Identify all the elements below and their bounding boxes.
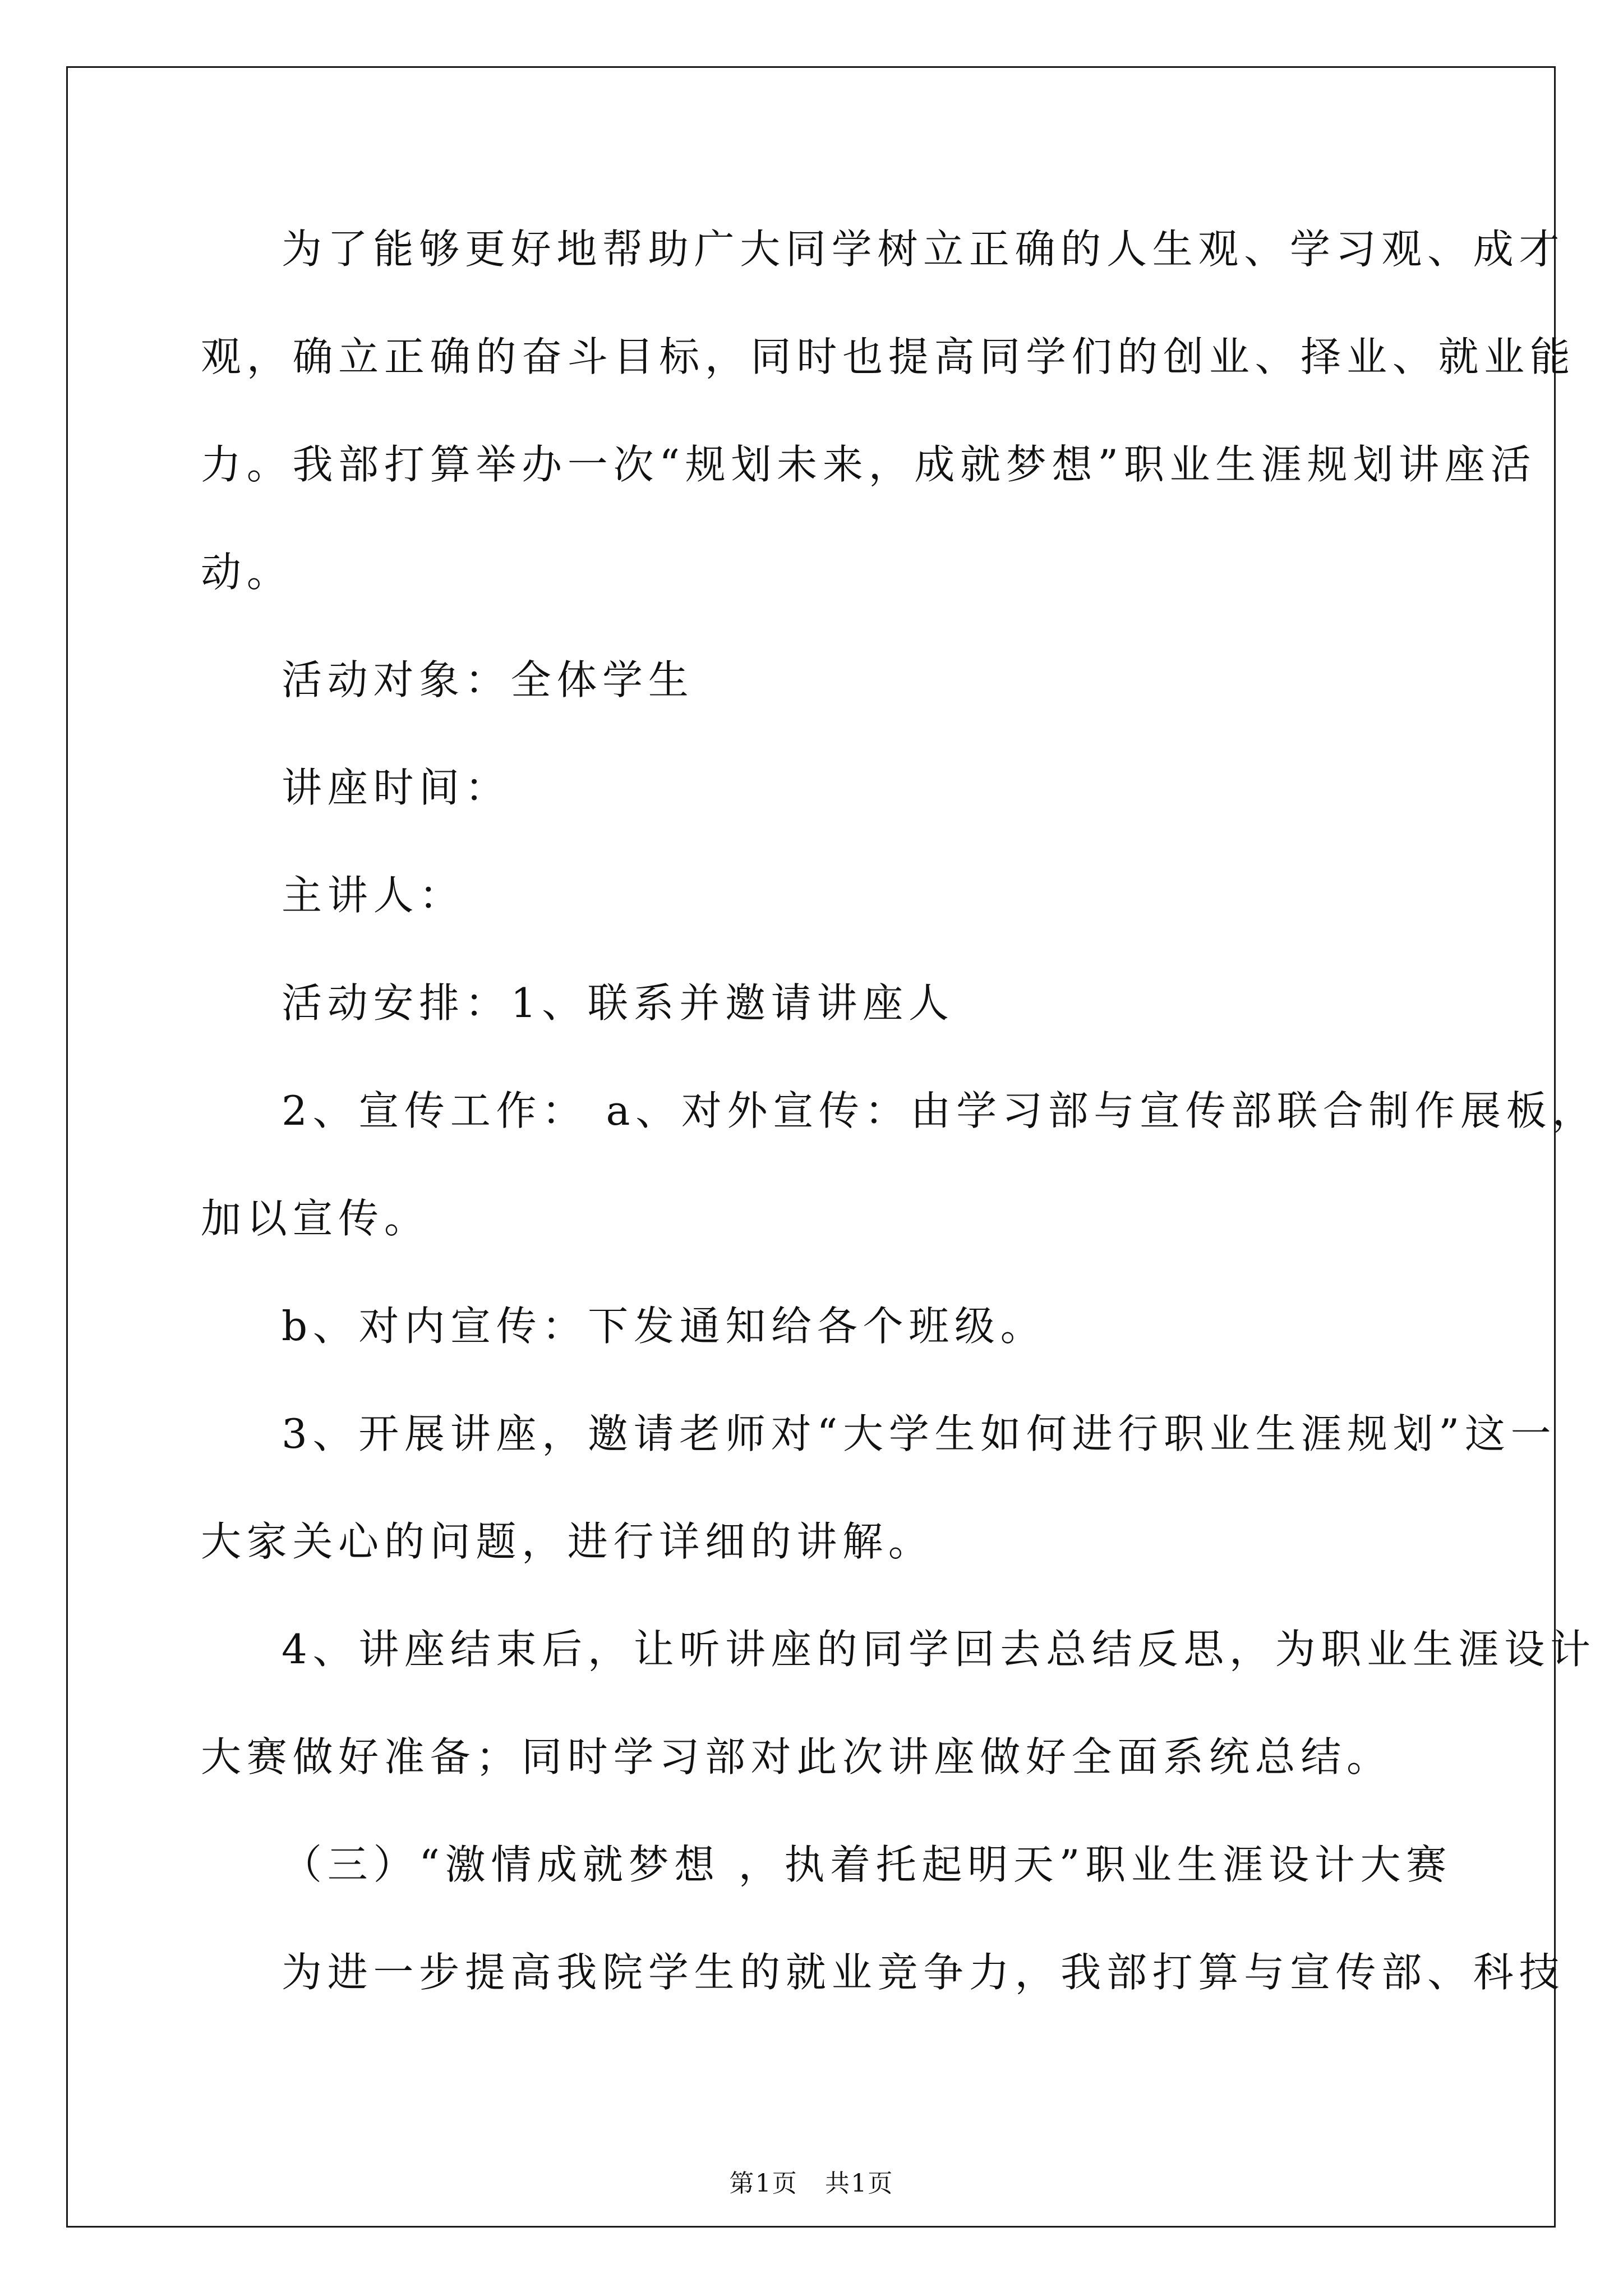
paragraph-line: 3、开展讲座，邀请老师对“大学生如何进行职业生涯规划”这一 bbox=[282, 1410, 1557, 1457]
paragraph-line: 力。我部打算举办一次“规划未来，成就梦想”职业生涯规划讲座活 bbox=[201, 441, 1537, 488]
paragraph-line: 为了能够更好地帮助广大同学树立正确的人生观、学习观、成才 bbox=[282, 226, 1565, 273]
paragraph-line: 4、讲座结束后，让听讲座的同学回去总结反思，为职业生涯设计 bbox=[282, 1626, 1596, 1673]
paragraph-line: 2、宣传工作： a、对外宣传：由学习部与宣传部联合制作展板， bbox=[282, 1087, 1598, 1134]
paragraph-line: 讲座时间： bbox=[282, 764, 511, 811]
paragraph-line: 主讲人： bbox=[282, 872, 465, 919]
paragraph-line: 活动安排：1、联系并邀请讲座人 bbox=[282, 979, 955, 1027]
page-footer bbox=[0, 2163, 1623, 2199]
paragraph-line: b、对内宣传：下发通知给各个班级。 bbox=[282, 1303, 1046, 1350]
page-border bbox=[66, 66, 1556, 2228]
section-heading: （三）“激情成就梦想 ，执着托起明天”职业生涯设计大赛 bbox=[282, 1841, 1452, 1888]
paragraph-line: 加以宣传。 bbox=[201, 1195, 430, 1242]
paragraph-line: 活动对象：全体学生 bbox=[282, 656, 694, 703]
paragraph-line: 观，确立正确的奋斗目标，同时也提高同学们的创业、择业、就业能 bbox=[201, 333, 1576, 380]
paragraph-line: 动。 bbox=[201, 549, 293, 596]
paragraph-line: 为进一步提高我院学生的就业竞争力，我部打算与宣传部、科技 bbox=[282, 1949, 1565, 1996]
page-number: 第1页 bbox=[729, 2169, 798, 2198]
page-total: 共1页 bbox=[825, 2169, 894, 2198]
paragraph-line: 大赛做好准备；同时学习部对此次讲座做好全面系统总结。 bbox=[201, 1733, 1393, 1780]
paragraph-line: 大家关心的问题，进行详细的讲解。 bbox=[201, 1518, 934, 1565]
